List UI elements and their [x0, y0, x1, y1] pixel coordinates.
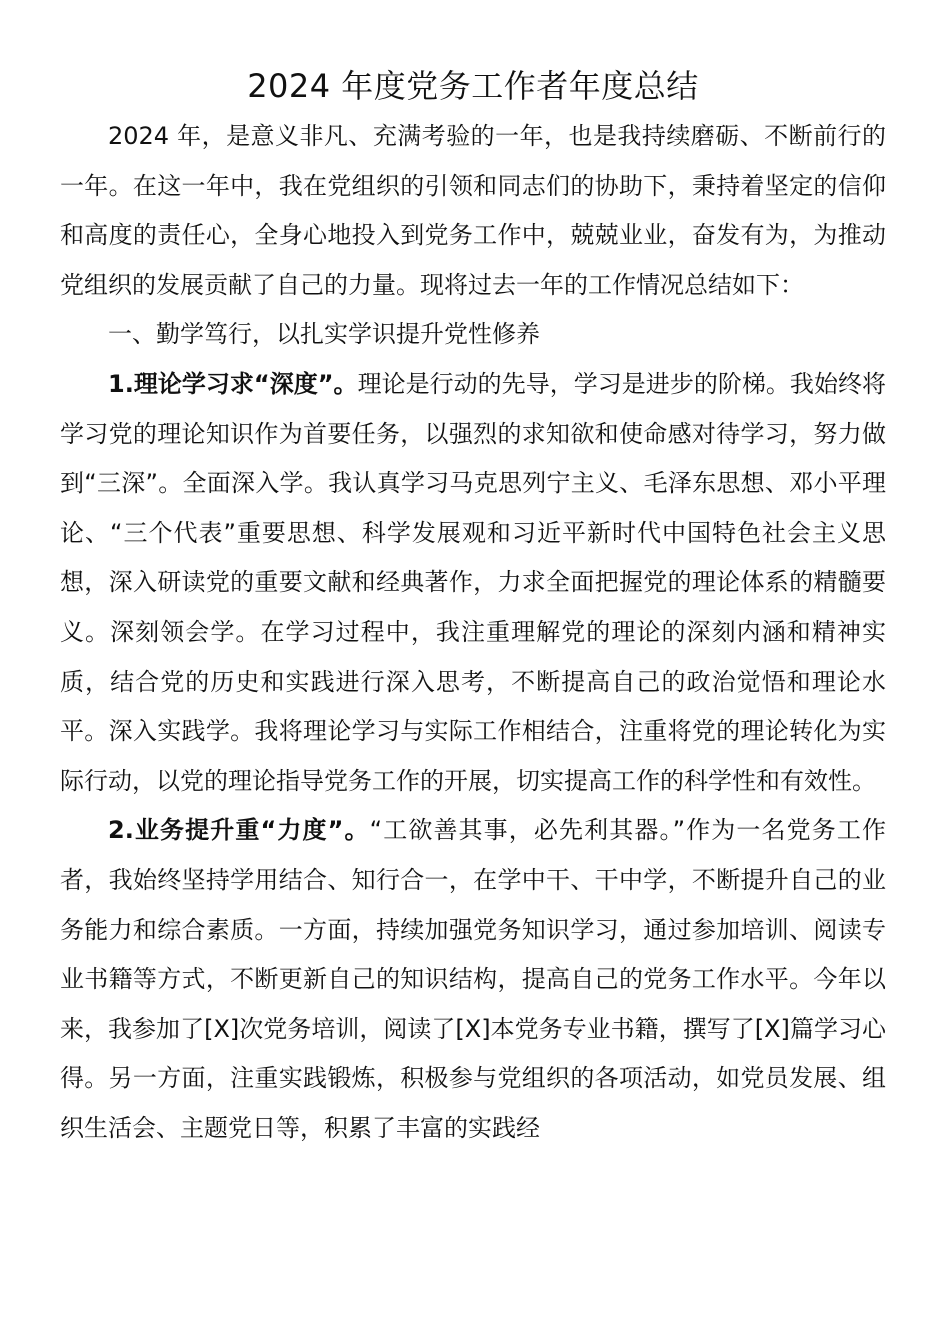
item-body-1: 理论是行动的先导，学习是进步的阶梯。我始终将学习党的理论知识作为首要任务，以强烈的求知欲和使命感对待学习，努力做到“三深”。全面深入学。我认真学习马克思列宁主义、毛泽东思想、邓小平理论、“三个代表”重要思想、科学发展观和习近平新时代中国特色社会主义思想，深入研读党的重要文献和经典著作，力求全面把握党的理论体系的精髓要义。深刻领会学。在学习过程中，我注重理解党的理论的深刻内涵和精神实质，结合党的历史和实践进行深入思考，不断提高自己的政治觉悟和理论水平。深入实践学。我将理论学习与实际工作相结合，注重将党的理论转化为实际行动，以党的理论指导党务工作的开展，切实提高工作的科学性和有效性。 [60, 369, 886, 795]
item-paragraph-1 [60, 360, 886, 806]
item-body-2: “工欲善其事，必先利其器。”作为一名党务工作者，我始终坚持学用结合、知行合一，在学中干、干中学，不断提升自己的业务能力和综合素质。一方面，持续加强党务知识学习，通过参加培训、阅读专业书籍等方式，不断更新自己的知识结构，提高自己的党务工作水平。今年以来，我参加了[X]次党务培训，阅读了[X]本党务专业书籍，撰写了[X]篇学习心得。另一方面，注重实践锻炼，积极参与党组织的各项活动，如党员发展、组织生活会、主题党日等，积累了丰富的实践经 [60, 816, 886, 1142]
document-title: 2024 年度党务工作者年度总结 [247, 67, 699, 105]
item-lead-2: 2.业务提升重“力度”。 [108, 816, 370, 845]
section-heading: 一、勤学笃行，以扎实学识提升党性修养 [108, 320, 540, 349]
document-page [60, 60, 886, 1153]
item-lead-1: 1.理论学习求“深度”。 [108, 369, 358, 398]
item-paragraph-2 [60, 806, 886, 1153]
intro-paragraph: 2024 年，是意义非凡、充满考验的一年，也是我持续磨砺、不断前行的一年。在这一年中，我在党组织的引领和同志们的协助下，秉持着坚定的信仰和高度的责任心，全身心地投入到党务工作中，兢兢业业，奋发有为，为推动党组织的发展贡献了自己的力量。现将过去一年的工作情况总结如下： [60, 122, 886, 299]
